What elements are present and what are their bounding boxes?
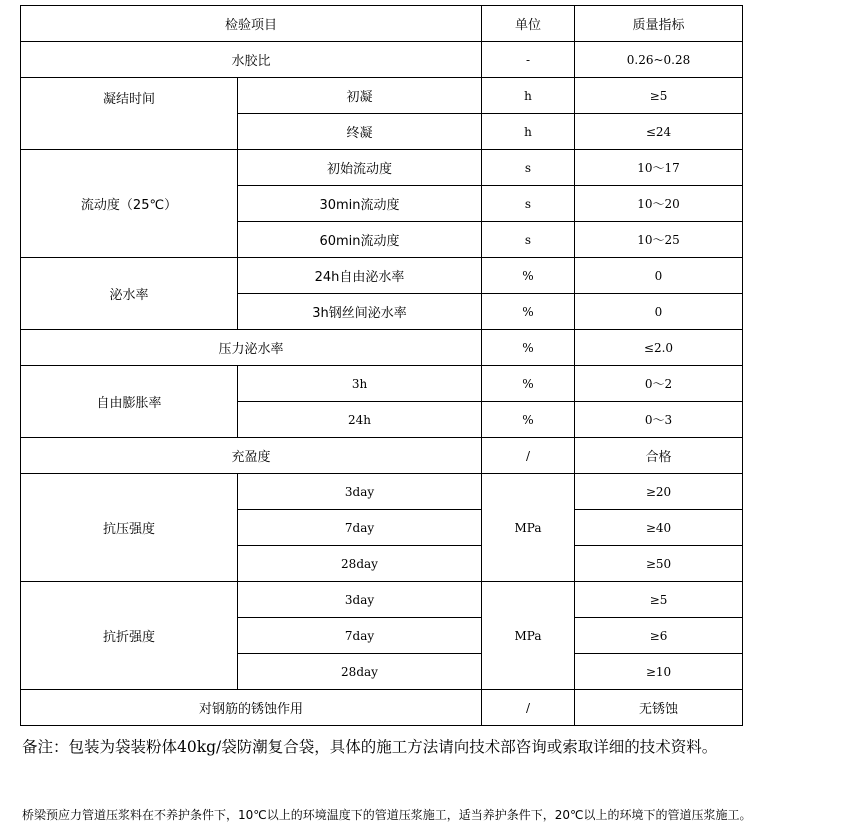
application-footer: 桥梁预应力管道压浆料在不养护条件下，10℃以上的环境温度下的管道压浆施工，适当养护条件下，20℃以上的环境下的管道压浆施工。 — [22, 808, 752, 822]
table-row — [21, 150, 743, 186]
row-label: 压力泌水率 — [21, 330, 482, 366]
table-row — [21, 258, 743, 294]
row-unit: s — [482, 222, 575, 258]
row-label: 水胶比 — [21, 42, 482, 78]
row-value: 无锈蚀 — [575, 690, 743, 726]
row-unit: % — [482, 258, 575, 294]
row-unit: s — [482, 186, 575, 222]
sub-label: 28day — [238, 546, 482, 582]
sub-label: 60min流动度 — [238, 222, 482, 258]
row-unit: h — [482, 114, 575, 150]
sub-label: 24h自由泌水率 — [238, 258, 482, 294]
group-label: 凝结时间 — [21, 78, 238, 150]
row-unit: % — [482, 366, 575, 402]
row-unit: s — [482, 150, 575, 186]
row-value: 合格 — [575, 438, 743, 474]
table-row — [21, 690, 743, 726]
row-value: 10～17 — [575, 150, 743, 186]
table-row — [21, 42, 743, 78]
table-row — [21, 366, 743, 402]
row-value: 0～2 — [575, 366, 743, 402]
header-index: 质量指标 — [575, 6, 743, 42]
row-value: 0 — [575, 294, 743, 330]
group-label: 自由膨胀率 — [21, 366, 238, 438]
row-unit: / — [482, 438, 575, 474]
sub-label: 初始流动度 — [238, 150, 482, 186]
sub-label: 28day — [238, 654, 482, 690]
row-value: ≤2.0 — [575, 330, 743, 366]
sub-label: 3h — [238, 366, 482, 402]
group-label: 泌水率 — [21, 258, 238, 330]
row-value: 0～3 — [575, 402, 743, 438]
sub-label: 3h钢丝间泌水率 — [238, 294, 482, 330]
row-value: ≤24 — [575, 114, 743, 150]
row-label: 充盈度 — [21, 438, 482, 474]
sub-label: 3day — [238, 582, 482, 618]
sub-label: 24h — [238, 402, 482, 438]
row-value: 10～25 — [575, 222, 743, 258]
row-value: 0.26~0.28 — [575, 42, 743, 78]
table-row — [21, 582, 743, 618]
header-unit: 单位 — [482, 6, 575, 42]
sub-label: 3day — [238, 474, 482, 510]
row-value: ≥6 — [575, 618, 743, 654]
row-label: 对钢筋的锈蚀作用 — [21, 690, 482, 726]
group-label: 流动度（25℃） — [21, 150, 238, 258]
table-row — [21, 438, 743, 474]
header-row — [21, 6, 743, 42]
packaging-note: 备注：包装为袋装粉体40kg/袋防潮复合袋，具体的施工方法请向技术部咨询或索取详细的技术资料。 — [22, 738, 718, 756]
table-row — [21, 474, 743, 510]
row-value: ≥20 — [575, 474, 743, 510]
sub-label: 终凝 — [238, 114, 482, 150]
sub-label: 7day — [238, 510, 482, 546]
row-unit: % — [482, 330, 575, 366]
row-value: ≥10 — [575, 654, 743, 690]
row-value: 0 — [575, 258, 743, 294]
row-value: 10～20 — [575, 186, 743, 222]
row-value: ≥40 — [575, 510, 743, 546]
table-row — [21, 330, 743, 366]
row-unit: % — [482, 294, 575, 330]
row-unit: h — [482, 78, 575, 114]
row-unit: MPa — [482, 474, 575, 582]
row-value: ≥5 — [575, 582, 743, 618]
header-item: 检验项目 — [21, 6, 482, 42]
row-value: ≥50 — [575, 546, 743, 582]
group-label: 抗折强度 — [21, 582, 238, 690]
row-unit: % — [482, 402, 575, 438]
row-unit: MPa — [482, 582, 575, 690]
group-label: 抗压强度 — [21, 474, 238, 582]
quality-spec-table — [20, 5, 743, 726]
sub-label: 7day — [238, 618, 482, 654]
row-unit: / — [482, 690, 575, 726]
row-unit: - — [482, 42, 575, 78]
sub-label: 30min流动度 — [238, 186, 482, 222]
sub-label: 初凝 — [238, 78, 482, 114]
row-value: ≥5 — [575, 78, 743, 114]
table-row — [21, 78, 743, 114]
